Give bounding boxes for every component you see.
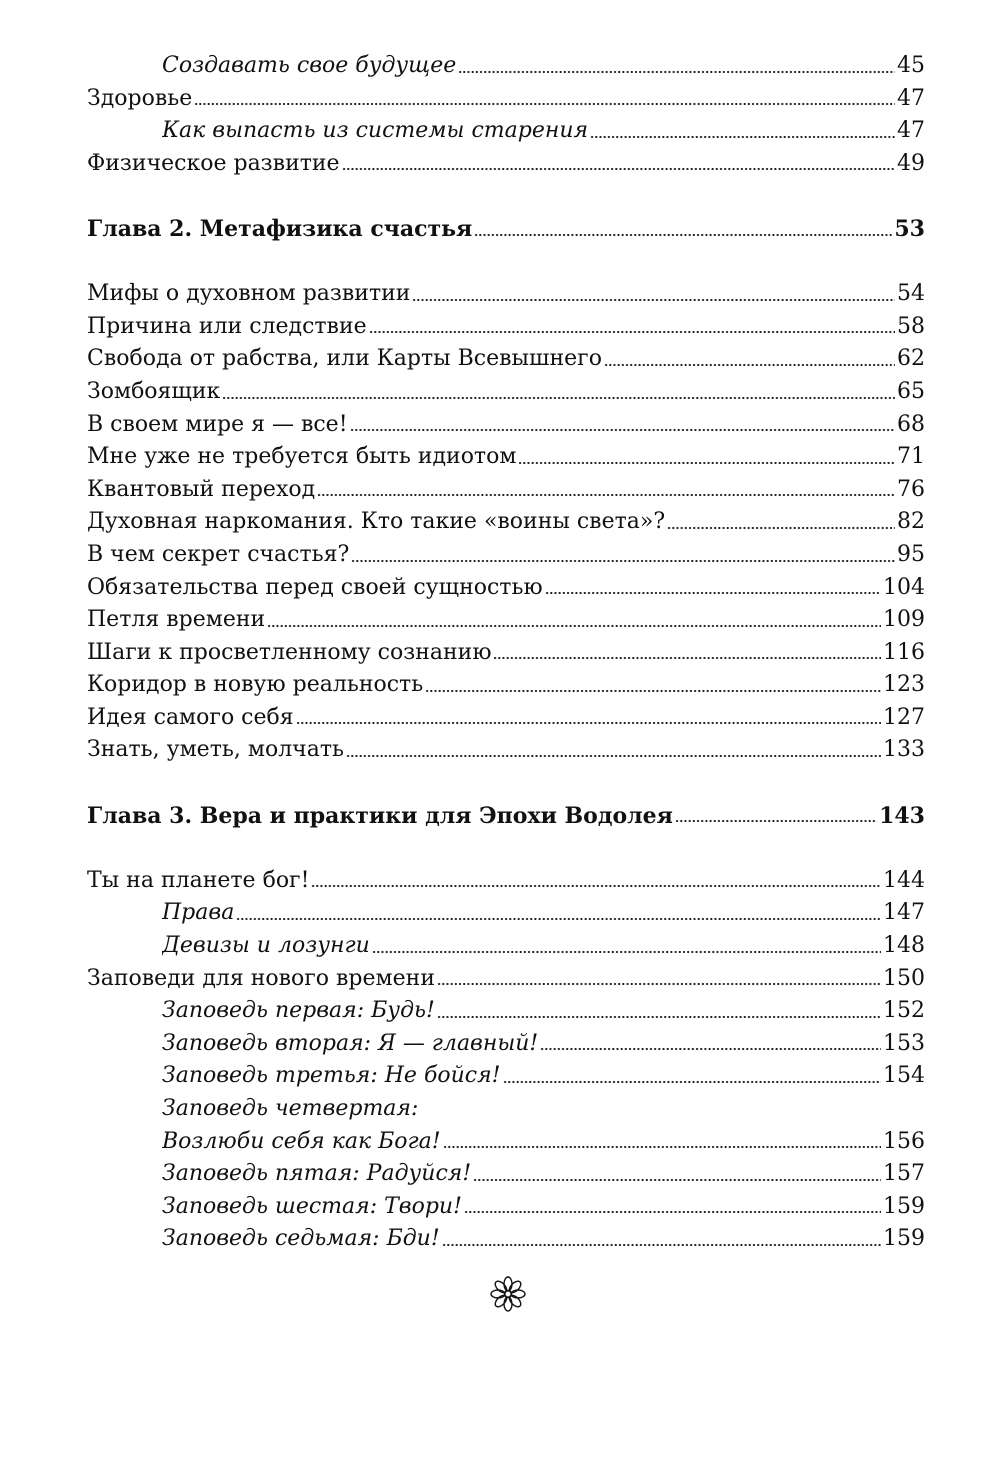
toc-subitem-row [87,930,925,963]
toc-entry-title: Заповеди для нового времени [87,965,435,991]
toc-chapter-row [87,800,925,833]
toc-page-number: 152 [883,998,925,1024]
dot-leader [518,461,895,465]
toc-subitem-row [87,1060,925,1093]
dot-leader [412,298,895,302]
toc-entry-title: Квантовый переход [87,476,316,502]
toc-page-number: 49 [897,150,925,176]
toc-entry-title: Коридор в новую реальность [87,672,424,698]
toc-entry-title: Заповедь пятая: Радуйся! [162,1161,472,1187]
dot-leader [346,754,881,758]
toc-entry-title: Права [162,900,235,926]
table-of-contents [87,50,925,1256]
toc-entry-title: Заповедь седьмая: Бди! [162,1226,440,1252]
toc-item-row [87,637,925,670]
dot-leader [267,624,881,628]
toc-page-number: 71 [897,444,925,470]
toc-entry-title: Физическое развитие [87,150,340,176]
toc-page-number: 68 [897,411,925,437]
toc-page-number: 47 [897,118,925,144]
toc-entry-title: В чем секрет счастья? [87,541,350,567]
toc-page-number: 154 [883,1063,925,1089]
toc-page-number: 53 [894,215,925,242]
toc-page-number: 153 [883,1030,925,1056]
toc-page-number: 65 [897,378,925,404]
toc-page-number: 147 [883,900,925,926]
toc-subitem-row [87,1223,925,1256]
toc-item-row [87,963,925,996]
dot-leader [222,396,895,400]
toc-item-row [87,669,925,702]
toc-entry-title: Мифы о духовном развитии [87,281,411,307]
toc-entry-title: Ты на планете бог! [87,867,310,893]
toc-page-number: 123 [883,672,925,698]
dot-leader [350,428,895,432]
toc-item-row [87,539,925,572]
toc-subitem-row [87,115,925,148]
toc-item-row [87,409,925,442]
toc-item-row [87,441,925,474]
toc-entry-title: Глава 3. Вера и практики для Эпохи Водолея [87,802,673,829]
toc-page-number: 45 [897,53,925,78]
dot-leader [540,1047,881,1051]
dot-leader [493,656,881,660]
toc-entry-title: Свобода от рабства, или Карты Всевышнего [87,346,602,372]
dot-leader [667,526,895,530]
dot-leader [342,167,895,171]
toc-page-number: 54 [897,281,925,307]
dot-leader [464,1210,881,1214]
toc-page-number: 144 [883,867,925,893]
toc-subitem-row [87,1093,925,1126]
toc-entry-title: В своем мире я — все! [87,411,348,437]
toc-entry-title: Знать, уметь, молчать [87,737,344,763]
toc-item-row [87,343,925,376]
dot-leader [437,982,881,986]
toc-entry-title: Девизы и лозунги [162,933,370,959]
dot-leader [372,950,881,954]
dot-leader [425,689,881,693]
toc-page-number: 148 [883,933,925,959]
dot-leader [473,1178,881,1182]
toc-page-number: 133 [883,737,925,763]
dot-leader [458,70,895,74]
section-gap [87,246,925,279]
toc-item-row [87,278,925,311]
toc-item-row [87,311,925,344]
toc-entry-title: Заповедь первая: Будь! [162,998,435,1024]
toc-entry-title: Здоровье [87,85,193,111]
dot-leader [442,1243,881,1247]
toc-entry-title: Заповедь четвертая: [162,1096,419,1121]
toc-subitem-row [87,1191,925,1224]
toc-subitem-row [87,50,925,83]
section-gap [87,180,925,213]
dot-leader [296,721,881,725]
toc-entry-title: Глава 2. Метафизика счастья [87,215,473,242]
toc-page-number: 104 [883,574,925,600]
toc-page-number: 62 [897,346,925,372]
toc-page-number: 127 [883,704,925,730]
toc-page-number: 157 [883,1161,925,1187]
dot-leader [351,559,895,563]
dot-leader [194,102,895,106]
toc-page-number: 159 [883,1226,925,1252]
dot-leader [474,233,892,237]
toc-item-row [87,865,925,898]
toc-page-number: 76 [897,476,925,502]
toc-item-row [87,604,925,637]
dot-leader [675,819,877,823]
dot-leader [437,1015,881,1019]
section-gap [87,832,925,865]
toc-page-number: 150 [883,965,925,991]
flower-ornament-icon [490,1276,526,1312]
toc-page-number: 95 [897,541,925,567]
toc-entry-title: Заповедь третья: Не бойся! [162,1063,501,1089]
toc-entry-title: Заповедь вторая: Я — главный! [162,1030,539,1056]
dot-leader [503,1080,881,1084]
toc-page-number: 109 [883,607,925,633]
toc-entry-title: Шаги к просветленному сознанию [87,639,492,665]
section-gap [87,767,925,800]
toc-entry-title: Как выпасть из системы старения [162,118,589,144]
toc-entry-title: Мне уже не требуется быть идиотом [87,444,517,470]
dot-leader [317,493,895,497]
toc-item-row [87,702,925,735]
toc-entry-title: Заповедь шестая: Твори! [162,1193,462,1219]
toc-entry-title: Причина или следствие [87,313,367,339]
dot-leader [443,1145,881,1149]
toc-item-row [87,83,925,116]
toc-entry-title: Духовная наркомания. Кто такие «воины света»? [87,509,666,535]
dot-leader [236,917,881,921]
toc-subitem-row [87,995,925,1028]
toc-page-number: 143 [879,802,925,829]
dot-leader [545,591,881,595]
toc-subitem-row [87,897,925,930]
toc-entry-title: Идея самого себя [87,704,294,730]
toc-chapter-row [87,213,925,246]
toc-page-number: 58 [897,313,925,339]
toc-page-number: 156 [883,1128,925,1154]
toc-page-number: 116 [883,639,925,665]
toc-item-row [87,376,925,409]
toc-entry-title: Возлюби себя как Бога! [162,1128,441,1154]
toc-entry-title: Петля времени [87,607,266,633]
toc-item-row [87,474,925,507]
dot-leader [311,884,881,888]
dot-leader [369,330,895,334]
toc-page-number: 47 [897,85,925,111]
toc-page-number: 82 [897,509,925,535]
dot-leader [604,363,895,367]
toc-item-row [87,572,925,605]
toc-entry-title: Создавать свое будущее [162,53,457,78]
toc-page-number: 159 [883,1193,925,1219]
toc-subitem-row [87,1126,925,1159]
toc-item-row [87,734,925,767]
toc-item-row [87,506,925,539]
toc-entry-title: Обязательства перед своей сущностью [87,574,543,600]
toc-subitem-row [87,1158,925,1191]
toc-subitem-row [87,1028,925,1061]
toc-entry-title: Зомбоящик [87,378,221,404]
dot-leader [590,135,895,139]
toc-item-row [87,148,925,181]
